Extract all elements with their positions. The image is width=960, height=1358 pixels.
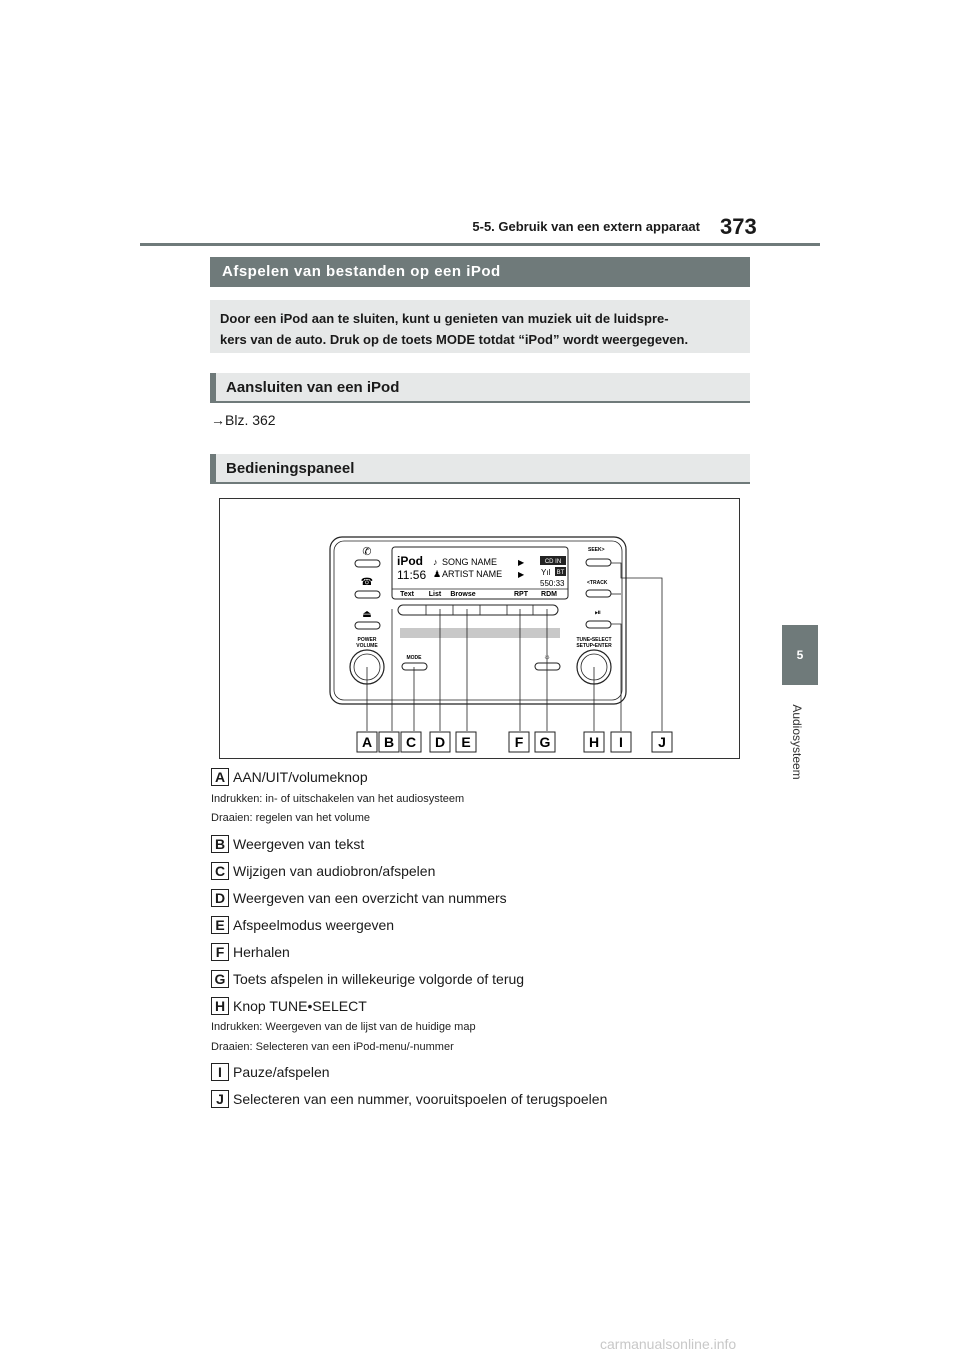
item-note: Draaien: regelen van het volume [211, 812, 370, 824]
callout-g: G [539, 734, 551, 750]
signal-icon: Yıl [541, 568, 551, 577]
chapter-number: 5 [796, 648, 804, 662]
cd-slot [400, 629, 560, 637]
power-label: POWER [357, 637, 377, 643]
arrow-right-icon: ▶ [518, 570, 525, 579]
softkey-text: Text [400, 591, 414, 598]
item-letter-j: J [211, 1090, 229, 1108]
bt-text: BT [556, 570, 565, 576]
seek-label: SEEK> [588, 547, 605, 553]
header-divider [140, 243, 820, 246]
play-pause-button [586, 621, 611, 628]
item-text-f: Herhalen [233, 944, 290, 960]
track-button [586, 590, 611, 597]
subsection-panel: Bedieningspaneel [210, 454, 750, 484]
item-letter-f: F [211, 943, 229, 961]
softkey-list: List [428, 591, 442, 598]
item-text-g: Toets afspelen in willekeurige volgorde of terug [233, 971, 525, 987]
callout-j: J [658, 734, 666, 750]
softkey-rdm: RDM [541, 591, 557, 598]
cd-in-text: CD IN [544, 559, 562, 565]
phone-hangup-icon: ☎ [360, 577, 374, 588]
display-time: 550:33 [540, 579, 565, 588]
setup-label: SETUP•ENTER [576, 643, 612, 649]
display-song: SONG NAME [442, 557, 498, 567]
chapter-label [782, 692, 812, 792]
callout-b: B [383, 734, 395, 750]
item-text-j: Selecteren van een nummer, vooruitspoelen of terugspoelen [233, 1091, 608, 1107]
softkey-bar [398, 605, 558, 615]
callout-i: I [619, 734, 623, 750]
section-header-title: 5-5. Gebruik van een extern apparaat [472, 219, 700, 234]
item-text-d: Weergeven van een overzicht van nummers [233, 890, 507, 906]
display-clock: 11:56 [397, 568, 427, 582]
callout-letters [357, 732, 672, 752]
callout-d: D [434, 734, 446, 750]
watermark: carmanualsonline.info [600, 1336, 737, 1352]
leader-lines [367, 563, 662, 731]
item-note: Indrukken: in- of uitschakelen van het audiosysteem [211, 793, 465, 805]
softkey-rpt: RPT [514, 591, 528, 598]
music-note-icon: ♪ [433, 557, 438, 567]
control-panel-illustration [220, 499, 739, 758]
intro-box [210, 300, 750, 353]
intro-line: kers van de auto. Druk op de toets MODE totdat “iPod” wordt weergegeven. [220, 332, 689, 347]
chapter-tab [782, 625, 818, 685]
item-letter-e: E [211, 916, 229, 934]
item-text-b: Weergeven van tekst [233, 836, 365, 852]
eject-icon: ⏏ [362, 609, 372, 620]
page-reference-link[interactable]: →Blz. 362 [211, 412, 276, 428]
arrow-right-icon: ▶ [518, 558, 525, 567]
callout-e: E [461, 734, 471, 750]
person-icon: ♟ [433, 569, 442, 579]
section-heading: Afspelen van bestanden op een iPod [210, 257, 750, 287]
chapter-label-text: Audiosysteem [790, 704, 804, 780]
item-text-h: Knop TUNE•SELECT [233, 998, 367, 1014]
item-text-e: Afspeelmodus weergeven [233, 917, 395, 933]
callout-c: C [405, 734, 417, 750]
seek-button [586, 559, 611, 566]
item-text-c: Wijzigen van audiobron/afspelen [233, 863, 436, 879]
intro-line: Door een iPod aan te sluiten, kunt u genieten van muziek uit de luidspre- [220, 311, 669, 326]
callout-h: H [588, 734, 600, 750]
softkey-browse: Browse [450, 591, 476, 598]
volume-label: VOLUME [356, 643, 378, 649]
item-letter-g: G [211, 970, 229, 988]
mode-label: MODE [406, 655, 422, 661]
item-letter-c: C [211, 862, 229, 880]
page-number: 373 [720, 214, 757, 239]
phone-answer-icon: ✆ [362, 546, 372, 558]
item-note: Indrukken: Weergeven van de lijst van de huidige map [211, 1021, 476, 1033]
display-artist: ARTIST NAME [442, 569, 503, 579]
play-pause-icon: ⏯ [594, 608, 602, 617]
brightness-button [535, 663, 560, 670]
item-letter-b: B [211, 835, 229, 853]
item-letter-h: H [211, 997, 229, 1015]
item-letter-i: I [211, 1063, 229, 1081]
display-source: iPod [397, 554, 423, 568]
brightness-icon: ☼ [543, 652, 551, 661]
track-label: <TRACK [587, 580, 608, 586]
subsection-connect: Aansluiten van een iPod [210, 373, 750, 403]
callout-f: F [514, 734, 524, 750]
item-letter-d: D [211, 889, 229, 907]
item-letter-a: A [211, 768, 229, 786]
left-button-column [355, 546, 380, 629]
item-note: Draaien: Selecteren van een iPod-menu/-nummer [211, 1041, 454, 1053]
tune-label: TUNE•SELECT [576, 637, 612, 643]
callout-a: A [361, 734, 373, 750]
mode-button [402, 663, 427, 670]
item-text-i: Pauze/afspelen [233, 1064, 330, 1080]
item-text-a: AAN/UIT/volumeknop [233, 769, 368, 785]
control-panel-diagram [219, 498, 740, 759]
